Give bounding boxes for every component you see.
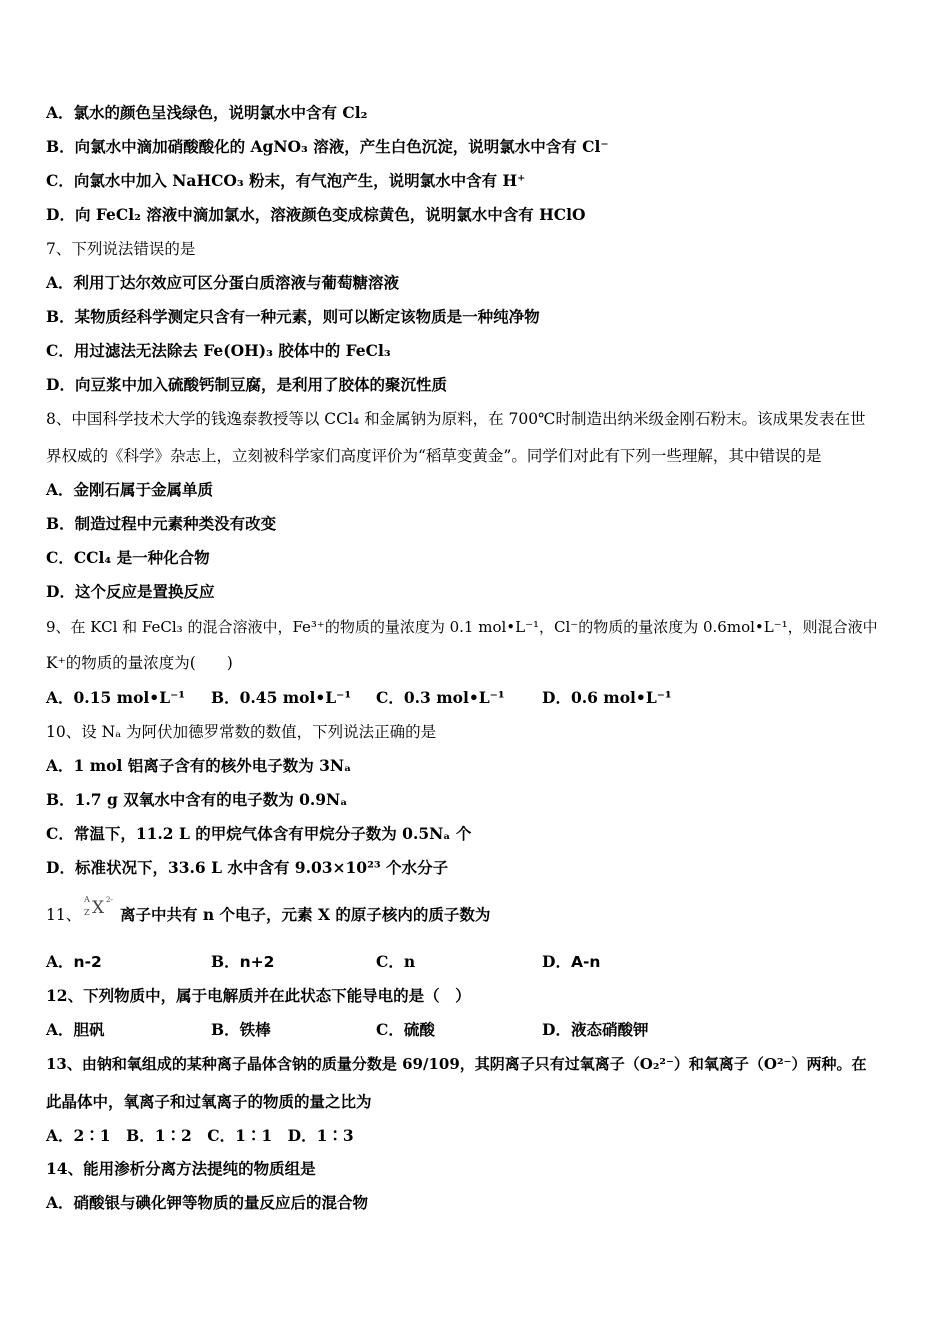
q7-option-c: C．用过滤法无法除去 Fe(OH)₃ 胶体中的 FeCl₃ [46, 341, 391, 360]
q10-option-c: C．常温下，11.2 L 的甲烷气体含有甲烷分子数为 0.5Nₐ 个 [46, 824, 472, 843]
q11-option-a [46, 952, 102, 972]
q13-stem-line1: 13、由钠和氧组成的某种离子晶体含钠的质量分数是 69/109，其阴离子只有过氧离子（O₂²⁻）和氧离子（O²⁻）两种。在 [46, 1055, 867, 1073]
q10-option-d: D．标准状况下，33.6 L 水中含有 9.03×10²³ 个水分子 [46, 858, 449, 877]
nuclide-mass-number: A [84, 895, 90, 904]
q8-option-a: A．金刚石属于金属单质 [46, 480, 214, 499]
q13-options: A．2∶1 B．1∶2 C．1∶1 D．1∶3 [46, 1126, 354, 1145]
q9-option-a: A．0.15 mol•L⁻¹ [46, 688, 186, 707]
q7-stem: 7、下列说法错误的是 [46, 240, 196, 258]
nuclide-atomic-number: Z [84, 908, 90, 917]
nuclide-charge: 2- [106, 896, 113, 904]
q12-option-a: A．胆矾 [46, 1020, 105, 1039]
q12-option-c: C．硫酸 [376, 1020, 435, 1039]
q6-option-b: B．向氯水中滴加硝酸酸化的 AgNO₃ 溶液，产生白色沉淀，说明氯水中含有 Cl⁻ [46, 137, 609, 156]
q11-option-d [542, 952, 600, 972]
q10-stem: 10、设 Nₐ 为阿伏加德罗常数的数值，下列说法正确的是 [46, 723, 437, 741]
q7-option-b: B．某物质经科学测定只含有一种元素，则可以断定该物质是一种纯净物 [46, 307, 540, 326]
nuclide-element-symbol: X [92, 898, 105, 918]
q11-option-b-value: n+2 [239, 953, 275, 971]
q8-stem-line1: 8、中国科学技术大学的钱逸泰教授等以 CCl₄ 和金属钠为原料，在 700℃时制造出纳米级金刚石粉末。该成果发表在世 [46, 410, 866, 428]
q12-option-b: B．铁棒 [211, 1020, 271, 1039]
q12-option-d: D．液态硝酸钾 [542, 1020, 649, 1039]
q8-stem-line2: 界权威的《科学》杂志上，立刻被科学家们高度评价为“稻草变黄金”。同学们对此有下列一些理解，其中错误的是 [46, 447, 822, 465]
q14-stem: 14、能用渗析分离方法提纯的物质组是 [46, 1159, 316, 1178]
q7-option-d: D．向豆浆中加入硫酸钙制豆腐，是利用了胶体的聚沉性质 [46, 375, 447, 394]
q11-option-d-value: A-n [570, 953, 601, 971]
q8-option-b: B．制造过程中元素种类没有改变 [46, 514, 277, 533]
q11-option-a-label: A． [46, 952, 74, 971]
q11-option-c: C．n [376, 952, 416, 971]
q9-option-d: D．0.6 mol•L⁻¹ [542, 688, 672, 707]
q9-stem-line1: 9、在 KCl 和 FeCl₃ 的混合溶液中，Fe³⁺的物质的量浓度为 0.1 mol•L⁻¹，Cl⁻的物质的量浓度为 0.6mol•L⁻¹，则混合液中 [46, 618, 878, 636]
q6-option-d: D．向 FeCl₂ 溶液中滴加氯水，溶液颜色变成棕黄色，说明氯水中含有 HClO [46, 205, 586, 224]
q11-option-d-label: D． [542, 952, 571, 971]
q10-option-a: A．1 mol 铝离子含有的核外电子数为 3Nₐ [46, 756, 352, 775]
q9-option-c: C．0.3 mol•L⁻¹ [376, 688, 505, 707]
q6-option-a: A．氯水的颜色呈浅绿色，说明氯水中含有 Cl₂ [46, 103, 368, 122]
nuclide-symbol [82, 893, 116, 919]
q11-stem: 离子中共有 n 个电子，元素 X 的原子核内的质子数为 [120, 905, 491, 924]
q11-number: 11、 [46, 906, 82, 924]
q10-option-b: B．1.7 g 双氧水中含有的电子数为 0.9Nₐ [46, 790, 348, 809]
q14-option-a: A．硝酸银与碘化钾等物质的量反应后的混合物 [46, 1193, 369, 1212]
q9-stem-line2: K⁺的物质的量浓度为( ) [46, 654, 233, 672]
q11-option-a-value: n-2 [73, 953, 102, 971]
q6-option-c: C．向氯水中加入 NaHCO₃ 粉末，有气泡产生，说明氯水中含有 H⁺ [46, 171, 526, 190]
q11-option-b-label: B． [211, 952, 240, 971]
q11-option-b [211, 952, 274, 972]
q8-option-d: D．这个反应是置换反应 [46, 582, 215, 601]
q9-option-b: B．0.45 mol•L⁻¹ [211, 688, 352, 707]
q12-stem: 12、下列物质中，属于电解质并在此状态下能导电的是（ ） [46, 986, 471, 1005]
q8-option-c: C．CCl₄ 是一种化合物 [46, 548, 210, 567]
q13-stem-line2: 此晶体中，氧离子和过氧离子的物质的量之比为 [46, 1092, 372, 1111]
q7-option-a: A．利用丁达尔效应可区分蛋白质溶液与葡萄糖溶液 [46, 273, 400, 292]
